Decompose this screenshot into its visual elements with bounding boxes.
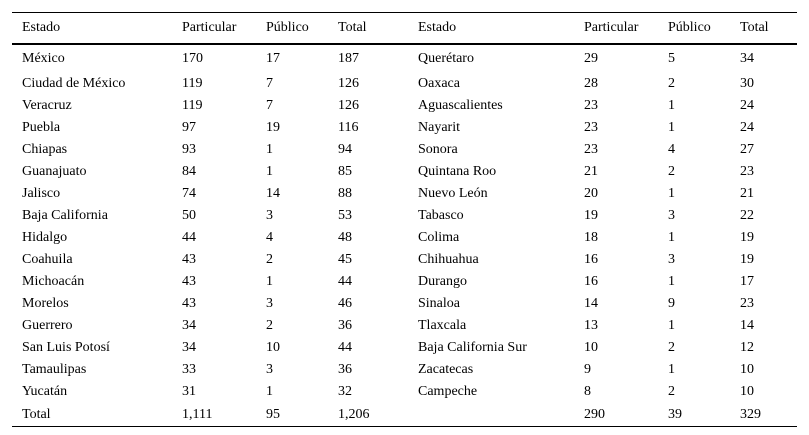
table-cell: Guanajuato <box>22 164 87 179</box>
table-row <box>12 381 797 403</box>
table-cell: Tamaulipas <box>22 362 87 377</box>
header-particular: Particular <box>172 13 256 45</box>
table-cell: Querétaro <box>418 51 474 66</box>
table-cell: 50 <box>182 208 196 223</box>
table-cell: 45 <box>338 252 352 267</box>
table-cell: 1 <box>668 230 675 245</box>
total-cell <box>408 403 574 427</box>
table-cell: 10 <box>266 340 280 355</box>
table-cell: 19 <box>740 230 754 245</box>
table-cell: 9 <box>668 296 675 311</box>
table-cell: 1 <box>668 98 675 113</box>
table-cell: Morelos <box>22 296 69 311</box>
header-total: Total <box>328 13 408 45</box>
table-cell: 16 <box>584 274 598 289</box>
table-cell: 3 <box>266 296 273 311</box>
table-row <box>12 359 797 381</box>
header-estado: Estado <box>12 13 172 45</box>
header-publico-2: Público <box>658 13 730 45</box>
table-cell: 13 <box>584 318 598 333</box>
table-cell: 1 <box>266 274 273 289</box>
table-cell: 28 <box>584 76 598 91</box>
table-cell: 23 <box>740 164 754 179</box>
table-cell: 126 <box>338 76 359 91</box>
table-cell: 9 <box>584 362 591 377</box>
table-cell: 2 <box>668 340 675 355</box>
table-row <box>12 139 797 161</box>
table-row <box>12 227 797 249</box>
table-row <box>12 315 797 337</box>
table-cell: 19 <box>740 252 754 267</box>
table-cell: Guerrero <box>22 318 73 333</box>
table-cell: 1 <box>266 164 273 179</box>
table-cell: Durango <box>418 274 467 289</box>
table-header-row <box>12 13 797 45</box>
table-cell: 23 <box>584 98 598 113</box>
table-cell: 8 <box>584 384 591 399</box>
table-cell: 170 <box>182 51 203 66</box>
table-cell: 43 <box>182 296 196 311</box>
table-row <box>12 337 797 359</box>
table-cell: 4 <box>668 142 675 157</box>
table-row <box>12 205 797 227</box>
table-cell: México <box>22 51 65 66</box>
table-cell: 21 <box>740 186 754 201</box>
table-cell: 187 <box>338 51 359 66</box>
table-cell: 2 <box>266 318 273 333</box>
table-cell: 10 <box>584 340 598 355</box>
total-cell: 39 <box>658 403 730 427</box>
header-particular-2: Particular <box>574 13 658 45</box>
table-cell: 31 <box>182 384 196 399</box>
table-cell: 44 <box>182 230 196 245</box>
header-estado-2: Estado <box>408 13 574 45</box>
table-cell: 116 <box>338 120 359 135</box>
table-cell: 53 <box>338 208 352 223</box>
table-cell: 3 <box>668 252 675 267</box>
table-cell: 119 <box>182 98 203 113</box>
total-cell: 329 <box>730 403 797 427</box>
table-cell: 3 <box>266 208 273 223</box>
table-cell: 1 <box>668 362 675 377</box>
table-row <box>12 117 797 139</box>
table-cell: Nuevo León <box>418 186 488 201</box>
table-cell: 14 <box>740 318 754 333</box>
table-cell: 1 <box>266 142 273 157</box>
table-cell: 85 <box>338 164 352 179</box>
table-cell: 88 <box>338 186 352 201</box>
table-cell: 7 <box>266 76 273 91</box>
table-cell: Chihuahua <box>418 252 479 267</box>
table-cell: 16 <box>584 252 598 267</box>
table-cell: 1 <box>668 274 675 289</box>
table-cell: 34 <box>182 340 196 355</box>
table-cell: 17 <box>266 51 280 66</box>
table-row <box>12 271 797 293</box>
table-row <box>12 95 797 117</box>
table-cell: 19 <box>584 208 598 223</box>
total-cell: 1,206 <box>328 403 408 427</box>
table-cell: 10 <box>740 384 754 399</box>
table-row <box>12 73 797 95</box>
table-cell: Zacatecas <box>418 362 474 377</box>
table-cell: 3 <box>266 362 273 377</box>
table-cell: 33 <box>182 362 196 377</box>
table-cell: 126 <box>338 98 359 113</box>
table-cell: 23 <box>740 296 754 311</box>
table-cell: 4 <box>266 230 273 245</box>
table-cell: 44 <box>338 274 352 289</box>
table-cell: Michoacán <box>22 274 85 289</box>
table-cell: 2 <box>668 384 675 399</box>
table-cell: 2 <box>668 76 675 91</box>
table-cell: 29 <box>584 51 598 66</box>
table-total-row <box>12 403 797 427</box>
table-cell: 14 <box>584 296 598 311</box>
table-cell: 1 <box>668 318 675 333</box>
table-cell: Sonora <box>418 142 458 157</box>
table-cell: 93 <box>182 142 196 157</box>
table-cell: 10 <box>740 362 754 377</box>
table-cell: Oaxaca <box>418 76 460 91</box>
table-cell: 1 <box>668 186 675 201</box>
table-cell: 34 <box>740 51 754 66</box>
header-publico: Público <box>256 13 328 45</box>
table-cell: Hidalgo <box>22 230 68 245</box>
table-cell: 34 <box>182 318 196 333</box>
table-cell: Tabasco <box>418 208 464 223</box>
data-table <box>12 12 797 427</box>
table-row <box>12 293 797 315</box>
table-cell: 32 <box>338 384 352 399</box>
table-cell: 24 <box>740 98 754 113</box>
table-cell: 46 <box>338 296 352 311</box>
total-cell: 95 <box>256 403 328 427</box>
table-cell: 74 <box>182 186 196 201</box>
table-cell: 17 <box>740 274 754 289</box>
table-row <box>12 161 797 183</box>
table-cell: Chiapas <box>22 142 68 157</box>
table-cell: Ciudad de México <box>22 76 126 91</box>
table-cell: 43 <box>182 252 196 267</box>
table-cell: 23 <box>584 142 598 157</box>
table-cell: 36 <box>338 318 352 333</box>
table-cell: Yucatán <box>22 384 68 399</box>
table-cell: 5 <box>668 51 675 66</box>
table-cell: Puebla <box>22 120 61 135</box>
table-cell: San Luis Potosí <box>22 340 110 355</box>
table-cell: 30 <box>740 76 754 91</box>
table-cell: Coahuila <box>22 252 73 267</box>
table-cell: 22 <box>740 208 754 223</box>
table-cell: 43 <box>182 274 196 289</box>
table-row <box>12 249 797 271</box>
table-cell: 1 <box>266 384 273 399</box>
table-cell: 2 <box>266 252 273 267</box>
table-cell: 19 <box>266 120 280 135</box>
table-cell: 1 <box>668 120 675 135</box>
table-cell: 44 <box>338 340 352 355</box>
table-cell: 94 <box>338 142 352 157</box>
table-cell: 21 <box>584 164 598 179</box>
table-cell: 18 <box>584 230 598 245</box>
table-cell: 23 <box>584 120 598 135</box>
data-table-container <box>12 12 797 427</box>
table-cell: Veracruz <box>22 98 72 113</box>
total-cell: 290 <box>574 403 658 427</box>
table-cell: 84 <box>182 164 196 179</box>
table-row <box>12 44 797 73</box>
table-row <box>12 183 797 205</box>
table-cell: 27 <box>740 142 754 157</box>
table-cell: 20 <box>584 186 598 201</box>
table-cell: Baja California Sur <box>418 340 527 355</box>
table-cell: 36 <box>338 362 352 377</box>
table-cell: Tlaxcala <box>418 318 467 333</box>
table-cell: Nayarit <box>418 120 460 135</box>
table-cell: Quintana Roo <box>418 164 497 179</box>
table-cell: Campeche <box>418 384 478 399</box>
table-cell: 48 <box>338 230 352 245</box>
table-cell: Jalisco <box>22 186 61 201</box>
table-cell: 3 <box>668 208 675 223</box>
header-total-2: Total <box>730 13 797 45</box>
total-cell: 1,111 <box>172 403 256 427</box>
table-cell: Baja California <box>22 208 108 223</box>
table-cell: 14 <box>266 186 280 201</box>
table-cell: 12 <box>740 340 754 355</box>
table-cell: Sinaloa <box>418 296 460 311</box>
table-cell: 2 <box>668 164 675 179</box>
table-cell: 24 <box>740 120 754 135</box>
table-cell: 119 <box>182 76 203 91</box>
table-cell: Colima <box>418 230 460 245</box>
table-cell: 97 <box>182 120 196 135</box>
table-cell: 7 <box>266 98 273 113</box>
table-cell: Aguascalientes <box>418 98 503 113</box>
table-body <box>12 44 797 427</box>
total-cell: Total <box>12 403 172 427</box>
